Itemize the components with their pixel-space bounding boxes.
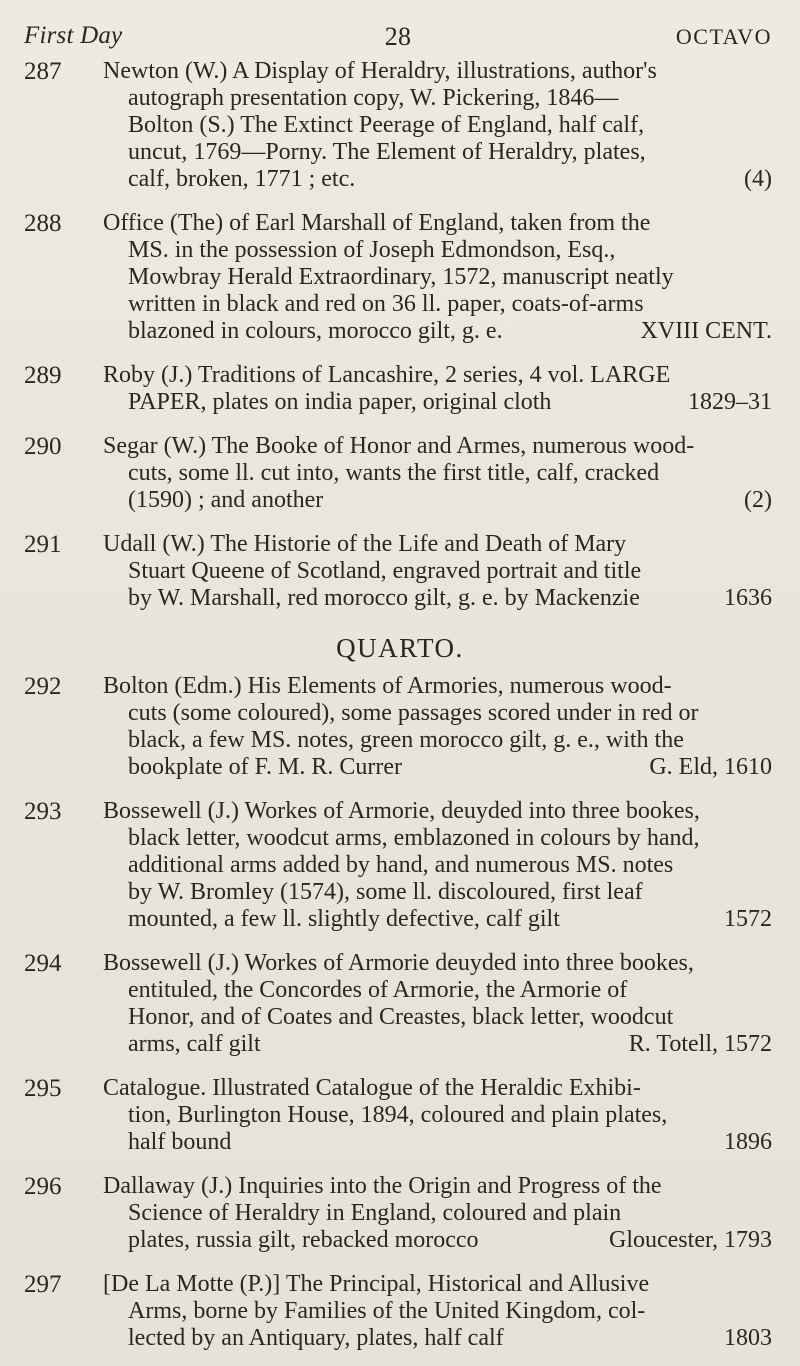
- lot-line: lected by an Antiquary, plates, half calf: [128, 1325, 504, 1351]
- lot-line: autograph presentation copy, W. Pickering, 1846—: [128, 85, 619, 111]
- lot-number: 291: [24, 531, 62, 558]
- lot-288: [24, 210, 772, 345]
- lot-290: [24, 433, 772, 514]
- lot-line: Bossewell (J.) Workes of Armorie, deuyded into three bookes,: [103, 798, 700, 824]
- lot-line: PAPER, plates on india paper, original cloth: [128, 389, 552, 415]
- lot-description: [103, 362, 772, 416]
- lot-line: (1590) ; and another: [128, 487, 324, 513]
- lot-description: [103, 1173, 772, 1254]
- lot-line: MS. in the possession of Joseph Edmondson, Esq.,: [128, 237, 616, 263]
- lot-line: black letter, woodcut arms, emblazoned in colours by hand,: [128, 825, 700, 851]
- lot-line: entituled, the Concordes of Armorie, the Armorie of: [128, 977, 628, 1003]
- lot-number: 289: [24, 362, 62, 389]
- lot-line: cuts (some coloured), some passages scored under in red or: [128, 700, 699, 726]
- lot-tail: G. Eld, 1610: [649, 754, 772, 780]
- lot-description: [103, 950, 772, 1058]
- lot-289: [24, 362, 772, 416]
- lot-number: 295: [24, 1075, 62, 1102]
- lot-line: Segar (W.) The Booke of Honor and Armes, numerous wood-: [103, 433, 695, 459]
- lot-line: Arms, borne by Families of the United Kingdom, col-: [128, 1298, 646, 1324]
- lot-tail: (2): [744, 487, 772, 513]
- lot-line: Dallaway (J.) Inquiries into the Origin and Progress of the: [103, 1173, 662, 1199]
- lot-287: [24, 58, 772, 193]
- lot-number: 294: [24, 950, 62, 977]
- lot-line: black, a few MS. notes, green morocco gilt, g. e., with the: [128, 727, 684, 753]
- lot-line: half bound: [128, 1129, 232, 1155]
- section-title-quarto: QUARTO.: [336, 633, 464, 663]
- lot-tail: 1829–31: [688, 389, 772, 415]
- lot-line: uncut, 1769—Porny. The Element of Heraldry, plates,: [128, 139, 646, 165]
- lot-291: [24, 531, 772, 612]
- lot-line: Catalogue. Illustrated Catalogue of the Heraldic Exhibi-: [103, 1075, 641, 1101]
- format-heading: OCTAVO: [675, 24, 772, 49]
- lot-tail: Gloucester, 1793: [609, 1227, 772, 1253]
- lot-number: 287: [24, 58, 62, 85]
- lot-294: [24, 950, 772, 1058]
- lot-line: Udall (W.) The Historie of the Life and Death of Mary: [103, 531, 627, 557]
- lot-number: 293: [24, 798, 62, 825]
- lot-description: [103, 1075, 772, 1156]
- lot-description: [103, 798, 772, 933]
- lot-number: 297: [24, 1271, 62, 1298]
- lot-line: Office (The) of Earl Marshall of England, taken from the: [103, 210, 651, 236]
- lot-line: Honor, and of Coates and Creastes, black letter, woodcut: [128, 1004, 674, 1030]
- lot-number: 290: [24, 433, 62, 460]
- lot-description: [103, 433, 772, 514]
- lot-tail: R. Totell, 1572: [628, 1031, 772, 1057]
- lot-description: [103, 1271, 772, 1352]
- page-number: 28: [384, 22, 412, 51]
- lot-line: tion, Burlington House, 1894, coloured and plain plates,: [128, 1102, 668, 1128]
- lot-292: [24, 673, 772, 781]
- lot-tail: 1572: [724, 906, 772, 932]
- lot-tail: 1803: [724, 1325, 772, 1351]
- lot-number: 296: [24, 1173, 62, 1200]
- lot-296: [24, 1173, 772, 1254]
- lot-line: calf, broken, 1771 ; etc.: [128, 166, 356, 192]
- lot-description: [103, 673, 772, 781]
- lot-line: by W. Bromley (1574), some ll. discoloured, first leaf: [128, 879, 643, 905]
- lot-line: blazoned in colours, morocco gilt, g. e.: [128, 318, 503, 344]
- lot-description: [103, 210, 772, 345]
- lot-line: additional arms added by hand, and numerous MS. notes: [128, 852, 674, 878]
- lot-293: [24, 798, 772, 933]
- lot-number: 292: [24, 673, 62, 700]
- lot-line: arms, calf gilt: [128, 1031, 261, 1057]
- lot-description: [103, 531, 772, 612]
- lot-line: Bolton (S.) The Extinct Peerage of England, half calf,: [128, 112, 645, 138]
- lot-line: plates, russia gilt, rebacked morocco: [128, 1227, 479, 1253]
- lot-line: Bolton (Edm.) His Elements of Armories, numerous wood-: [103, 673, 672, 699]
- lot-line: Roby (J.) Traditions of Lancashire, 2 series, 4 vol. LARGE: [103, 362, 671, 388]
- lot-line: written in black and red on 36 ll. paper, coats-of-arms: [128, 291, 644, 317]
- lot-line: Science of Heraldry in England, coloured and plain: [128, 1200, 622, 1226]
- lot-tail: (4): [744, 166, 772, 192]
- lot-297: [24, 1271, 772, 1352]
- lot-line: by W. Marshall, red morocco gilt, g. e. by Mackenzie: [128, 585, 640, 611]
- lot-line: Mowbray Herald Extraordinary, 1572, manuscript neatly: [128, 264, 674, 290]
- lot-tail: 1636: [724, 585, 772, 611]
- lot-line: Newton (W.) A Display of Heraldry, illustrations, author's: [103, 58, 657, 84]
- lot-295: [24, 1075, 772, 1156]
- lot-number: 288: [24, 210, 62, 237]
- lot-tail: 1896: [724, 1129, 772, 1155]
- lot-description: [103, 58, 772, 193]
- lot-line: Stuart Queene of Scotland, engraved portrait and title: [128, 558, 642, 584]
- running-head: [24, 22, 772, 58]
- lot-line: bookplate of F. M. R. Currer: [128, 754, 403, 780]
- lot-line: Bossewell (J.) Workes of Armorie deuyded into three bookes,: [103, 950, 694, 976]
- lot-line: cuts, some ll. cut into, wants the first title, calf, cracked: [128, 460, 660, 486]
- day-heading: First Day: [24, 22, 123, 49]
- lot-tail: XVIII CENT.: [640, 318, 772, 344]
- lot-line: mounted, a few ll. slightly defective, calf gilt: [128, 906, 560, 932]
- lot-line: [De La Motte (P.)] The Principal, Historical and Allusive: [103, 1271, 650, 1297]
